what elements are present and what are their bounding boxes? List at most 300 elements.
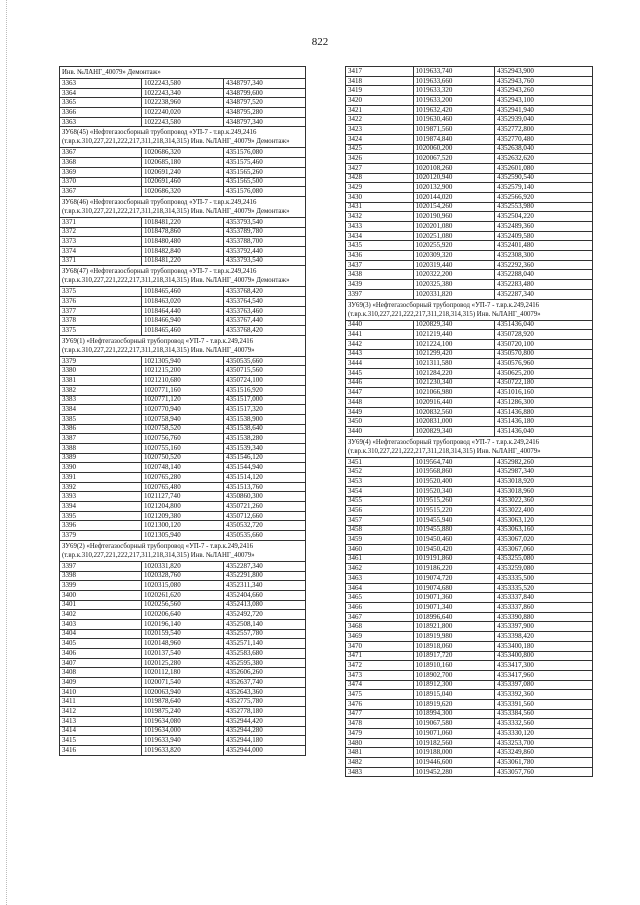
x-coordinate-cell: 1018481,220 [142, 256, 224, 266]
table-row [346, 719, 593, 729]
point-number-cell: 3438 [346, 270, 414, 280]
point-number-cell: 3440 [346, 320, 414, 330]
y-coordinate-cell: 4352308,300 [495, 251, 593, 261]
y-coordinate-cell: 4352943,100 [495, 96, 593, 106]
point-number-cell: 3449 [346, 407, 414, 417]
table-row [60, 687, 306, 697]
x-coordinate-cell: 1022243,580 [142, 79, 224, 89]
y-coordinate-cell: 4352590,540 [495, 173, 593, 183]
y-coordinate-cell: 4352944,420 [224, 716, 306, 726]
table-row [346, 748, 593, 758]
section-header-row [346, 436, 593, 457]
section-header-row [60, 67, 306, 79]
point-number-cell: 3371 [60, 256, 142, 266]
point-number-cell: 3377 [60, 306, 142, 316]
x-coordinate-cell: 1018465,460 [142, 326, 224, 336]
table-row [346, 359, 593, 369]
point-number-cell: 3433 [346, 222, 414, 232]
y-coordinate-cell: 4352287,340 [495, 289, 593, 299]
x-coordinate-cell: 1019182,560 [413, 738, 495, 748]
point-number-cell: 3468 [346, 622, 414, 632]
x-coordinate-cell: 1019874,840 [413, 134, 495, 144]
table-row [60, 571, 306, 581]
y-coordinate-cell: 4353337,860 [495, 603, 593, 613]
point-number-cell: 3453 [346, 477, 414, 487]
x-coordinate-cell: 1019074,720 [413, 574, 495, 584]
point-number-cell: 3456 [346, 506, 414, 516]
y-coordinate-cell: 4352943,260 [495, 86, 593, 96]
x-coordinate-cell: 1020206,640 [142, 610, 224, 620]
x-coordinate-cell: 1020148,960 [142, 639, 224, 649]
y-coordinate-cell: 4353400,180 [495, 641, 593, 651]
point-number-cell: 3365 [60, 98, 142, 108]
table-row [346, 506, 593, 516]
x-coordinate-cell: 1018464,440 [142, 306, 224, 316]
x-coordinate-cell: 1019186,220 [413, 564, 495, 574]
table-row [60, 356, 306, 366]
y-coordinate-cell: 4352492,720 [224, 610, 306, 620]
point-number-cell: 3375 [60, 326, 142, 336]
point-number-cell: 3445 [346, 368, 414, 378]
point-number-cell: 3463 [346, 574, 414, 584]
table-row [60, 453, 306, 463]
left-coordinates-table [59, 66, 306, 756]
x-coordinate-cell: 1018481,220 [142, 217, 224, 227]
x-coordinate-cell: 1020120,940 [413, 173, 495, 183]
point-number-cell: 3398 [60, 571, 142, 581]
table-row [346, 251, 593, 261]
point-number-cell: 3450 [346, 417, 414, 427]
table-row [60, 217, 306, 227]
y-coordinate-cell: 4352504,220 [495, 212, 593, 222]
point-number-cell: 3396 [60, 521, 142, 531]
table-row [346, 417, 593, 427]
y-coordinate-cell: 4352944,180 [224, 736, 306, 746]
table-row [346, 632, 593, 642]
table-row [346, 554, 593, 564]
point-number-cell: 3389 [60, 453, 142, 463]
x-coordinate-cell: 1019446,600 [413, 758, 495, 768]
x-coordinate-cell: 1018902,700 [413, 670, 495, 680]
table-row [346, 729, 593, 739]
y-coordinate-cell: 4350625,200 [495, 368, 593, 378]
x-coordinate-cell: 1020331,820 [142, 561, 224, 571]
x-coordinate-cell: 1020255,920 [413, 241, 495, 251]
point-number-cell: 3473 [346, 670, 414, 680]
x-coordinate-cell: 1019630,460 [413, 115, 495, 125]
x-coordinate-cell: 1020832,560 [413, 407, 495, 417]
x-coordinate-cell: 1021305,940 [142, 356, 224, 366]
point-number-cell: 3407 [60, 658, 142, 668]
table-row [346, 105, 593, 115]
y-coordinate-cell: 4350532,720 [224, 521, 306, 531]
x-coordinate-cell: 1018478,860 [142, 227, 224, 237]
point-number-cell: 3390 [60, 463, 142, 473]
y-coordinate-cell: 4352508,140 [224, 619, 306, 629]
section-header-row [60, 196, 306, 217]
point-number-cell: 3429 [346, 183, 414, 193]
point-number-cell: 3446 [346, 378, 414, 388]
y-coordinate-cell: 4353417,300 [495, 661, 593, 671]
x-coordinate-cell: 1019067,580 [413, 719, 495, 729]
table-row [346, 477, 593, 487]
point-number-cell: 3382 [60, 385, 142, 395]
table-row [346, 339, 593, 349]
x-coordinate-cell: 1021209,380 [142, 511, 224, 521]
y-coordinate-cell: 4353763,460 [224, 306, 306, 316]
x-coordinate-cell: 1019520,340 [413, 486, 495, 496]
x-coordinate-cell: 1020756,760 [142, 434, 224, 444]
table-row [60, 726, 306, 736]
point-number-cell: 3448 [346, 398, 414, 408]
x-coordinate-cell: 1019191,860 [413, 554, 495, 564]
point-number-cell: 3477 [346, 709, 414, 719]
x-coordinate-cell: 1021300,120 [142, 521, 224, 531]
x-coordinate-cell: 1020831,000 [413, 417, 495, 427]
y-coordinate-cell: 4353018,920 [495, 477, 593, 487]
x-coordinate-cell: 1020154,260 [413, 202, 495, 212]
x-coordinate-cell: 1020758,940 [142, 414, 224, 424]
x-coordinate-cell: 1021215,200 [142, 366, 224, 376]
point-number-cell: 3397 [346, 289, 414, 299]
table-row [346, 330, 593, 340]
y-coordinate-cell: 4352982,260 [495, 457, 593, 467]
point-number-cell: 3423 [346, 125, 414, 135]
table-row [60, 678, 306, 688]
table-row [60, 619, 306, 629]
y-coordinate-cell: 4351575,460 [224, 158, 306, 168]
point-number-cell: 3441 [346, 330, 414, 340]
y-coordinate-cell: 4352606,260 [224, 668, 306, 678]
point-number-cell: 3405 [60, 639, 142, 649]
y-coordinate-cell: 4352941,940 [495, 105, 593, 115]
section-header-text: ЗУ69(4) «Нефтегазосборный трубопровод «УП-7 - т.вр.к.249,2416 (т.вр.к.310,227,221,222,217,311,218,314,315) Инв. №ЛАНГ_40079» [346, 436, 593, 457]
y-coordinate-cell: 4352637,740 [224, 678, 306, 688]
table-row [60, 649, 306, 659]
x-coordinate-cell: 1018917,720 [413, 651, 495, 661]
y-coordinate-cell: 4353397,080 [495, 680, 593, 690]
y-coordinate-cell: 4353249,860 [495, 748, 593, 758]
table-row [60, 502, 306, 512]
point-number-cell: 3482 [346, 758, 414, 768]
table-row [60, 177, 306, 187]
point-number-cell: 3451 [346, 457, 414, 467]
x-coordinate-cell: 1018921,800 [413, 622, 495, 632]
y-coordinate-cell: 4353335,500 [495, 574, 593, 584]
y-coordinate-cell: 4351565,260 [224, 167, 306, 177]
x-coordinate-cell: 1020144,020 [413, 192, 495, 202]
table-row [346, 622, 593, 632]
x-coordinate-cell: 1020067,520 [413, 154, 495, 164]
y-coordinate-cell: 4351517,000 [224, 395, 306, 405]
y-coordinate-cell: 4352944,280 [224, 726, 306, 736]
table-row [346, 173, 593, 183]
table-row [346, 280, 593, 290]
table-row [60, 473, 306, 483]
point-number-cell: 3402 [60, 610, 142, 620]
table-row [346, 398, 593, 408]
y-coordinate-cell: 4353063,120 [495, 515, 593, 525]
point-number-cell: 3480 [346, 738, 414, 748]
table-row [60, 745, 306, 755]
x-coordinate-cell: 1020758,520 [142, 424, 224, 434]
table-row [60, 736, 306, 746]
point-number-cell: 3443 [346, 349, 414, 359]
point-number-cell: 3460 [346, 544, 414, 554]
point-number-cell: 3467 [346, 612, 414, 622]
x-coordinate-cell: 1022243,340 [142, 88, 224, 98]
table-row [60, 405, 306, 415]
x-coordinate-cell: 1021219,440 [413, 330, 495, 340]
x-coordinate-cell: 1018466,940 [142, 316, 224, 326]
x-coordinate-cell: 1021066,980 [413, 388, 495, 398]
point-number-cell: 3472 [346, 661, 414, 671]
point-number-cell: 3466 [346, 603, 414, 613]
x-coordinate-cell: 1018910,160 [413, 661, 495, 671]
x-coordinate-cell: 1019455,880 [413, 525, 495, 535]
x-coordinate-cell: 1021204,800 [142, 502, 224, 512]
x-coordinate-cell: 1019455,940 [413, 515, 495, 525]
y-coordinate-cell: 4352638,040 [495, 144, 593, 154]
point-number-cell: 3470 [346, 641, 414, 651]
y-coordinate-cell: 4353793,540 [224, 256, 306, 266]
point-number-cell: 3363 [60, 117, 142, 127]
y-coordinate-cell: 4350860,300 [224, 492, 306, 502]
point-number-cell: 3374 [60, 246, 142, 256]
point-number-cell: 3421 [346, 105, 414, 115]
table-row [346, 134, 593, 144]
y-coordinate-cell: 4352775,780 [224, 697, 306, 707]
y-coordinate-cell: 4353022,400 [495, 506, 593, 516]
point-number-cell: 3380 [60, 366, 142, 376]
y-coordinate-cell: 4352287,340 [224, 561, 306, 571]
point-number-cell: 3381 [60, 376, 142, 386]
table-row [60, 246, 306, 256]
x-coordinate-cell: 1019452,280 [413, 767, 495, 777]
y-coordinate-cell: 4351436,040 [495, 427, 593, 437]
table-row [60, 167, 306, 177]
point-number-cell: 3444 [346, 359, 414, 369]
table-row [60, 395, 306, 405]
point-number-cell: 3447 [346, 388, 414, 398]
point-number-cell: 3406 [60, 649, 142, 659]
point-number-cell: 3424 [346, 134, 414, 144]
table-row [60, 366, 306, 376]
y-coordinate-cell: 4351539,340 [224, 443, 306, 453]
point-number-cell: 3435 [346, 241, 414, 251]
y-coordinate-cell: 4353764,540 [224, 297, 306, 307]
y-coordinate-cell: 4353255,080 [495, 554, 593, 564]
point-number-cell: 3409 [60, 678, 142, 688]
x-coordinate-cell: 1021284,220 [413, 368, 495, 378]
y-coordinate-cell: 4353067,020 [495, 535, 593, 545]
point-number-cell: 3369 [60, 167, 142, 177]
y-coordinate-cell: 4352643,360 [224, 687, 306, 697]
point-number-cell: 3367 [60, 148, 142, 158]
y-coordinate-cell: 4353392,360 [495, 690, 593, 700]
y-coordinate-cell: 4351517,320 [224, 405, 306, 415]
y-coordinate-cell: 4351565,500 [224, 177, 306, 187]
scan-margin-edge [6, 0, 10, 905]
y-coordinate-cell: 4348797,520 [224, 98, 306, 108]
point-number-cell: 3437 [346, 260, 414, 270]
table-row [60, 376, 306, 386]
y-coordinate-cell: 4353417,960 [495, 670, 593, 680]
y-coordinate-cell: 4350728,920 [495, 330, 593, 340]
y-coordinate-cell: 4353335,520 [495, 583, 593, 593]
y-coordinate-cell: 4353398,420 [495, 632, 593, 642]
point-number-cell: 3436 [346, 251, 414, 261]
point-number-cell: 3471 [346, 651, 414, 661]
x-coordinate-cell: 1019450,420 [413, 544, 495, 554]
table-row [60, 492, 306, 502]
section-header-text: ЗУ69(1) «Нефтегазосборный трубопровод «УП-7 - т.вр.к.249,2416 (т.вр.к.310,227,221,222,217,311,218,314,315) Инв. №ЛАНГ_40079» [60, 335, 306, 356]
table-row [346, 67, 593, 77]
x-coordinate-cell: 1020328,760 [142, 571, 224, 581]
x-coordinate-cell: 1019188,000 [413, 748, 495, 758]
x-coordinate-cell: 1019633,940 [142, 736, 224, 746]
table-row [60, 716, 306, 726]
y-coordinate-cell: 4350570,800 [495, 349, 593, 359]
section-header-text: ЗУ68(46) «Нефтегазосборный трубопровод «УП-7 - т.вр.к.249,2416 (т.вр.к.310,227,221,222,217,311,218,314,315) Инв. №ЛАНГ_40079» Демонтаж» [60, 196, 306, 217]
table-row [346, 260, 593, 270]
point-number-cell: 3412 [60, 707, 142, 717]
x-coordinate-cell: 1020765,480 [142, 482, 224, 492]
point-number-cell: 3416 [60, 745, 142, 755]
table-row [346, 125, 593, 135]
point-number-cell: 3431 [346, 202, 414, 212]
point-number-cell: 3391 [60, 473, 142, 483]
y-coordinate-cell: 4353768,420 [224, 326, 306, 336]
point-number-cell: 3372 [60, 227, 142, 237]
table-row [346, 202, 593, 212]
table-row [60, 148, 306, 158]
x-coordinate-cell: 1020190,960 [413, 212, 495, 222]
table-row [346, 535, 593, 545]
x-coordinate-cell: 1018994,300 [413, 709, 495, 719]
point-number-cell: 3387 [60, 434, 142, 444]
point-number-cell: 3481 [346, 748, 414, 758]
y-coordinate-cell: 4351436,180 [495, 417, 593, 427]
page-number: 822 [311, 36, 329, 48]
point-number-cell: 3478 [346, 719, 414, 729]
y-coordinate-cell: 4352571,140 [224, 639, 306, 649]
x-coordinate-cell: 1020750,520 [142, 453, 224, 463]
point-number-cell: 3427 [346, 163, 414, 173]
table-row [60, 610, 306, 620]
table-row [346, 593, 593, 603]
y-coordinate-cell: 4353330,120 [495, 729, 593, 739]
y-coordinate-cell: 4353384,560 [495, 709, 593, 719]
y-coordinate-cell: 4350721,260 [224, 502, 306, 512]
point-number-cell: 3459 [346, 535, 414, 545]
point-number-cell: 3439 [346, 280, 414, 290]
table-row [346, 525, 593, 535]
y-coordinate-cell: 4353397,900 [495, 622, 593, 632]
table-row [60, 658, 306, 668]
table-row [60, 158, 306, 168]
y-coordinate-cell: 4351016,160 [495, 388, 593, 398]
point-number-cell: 3455 [346, 496, 414, 506]
x-coordinate-cell: 1020748,140 [142, 463, 224, 473]
y-coordinate-cell: 4352601,080 [495, 163, 593, 173]
x-coordinate-cell: 1019632,420 [413, 105, 495, 115]
table-row [60, 482, 306, 492]
point-number-cell: 3454 [346, 486, 414, 496]
point-number-cell: 3376 [60, 297, 142, 307]
point-number-cell: 3379 [60, 531, 142, 541]
y-coordinate-cell: 4352583,680 [224, 649, 306, 659]
x-coordinate-cell: 1020060,200 [413, 144, 495, 154]
table-row [60, 79, 306, 89]
x-coordinate-cell: 1019515,220 [413, 506, 495, 516]
section-header-text: ЗУ69(3) «Нефтегазосборный трубопровод «УП-7 - т.вр.к.249,2416 (т.вр.к.310,227,221,222,217,311,218,314,315) Инв. №ЛАНГ_40079» [346, 299, 593, 320]
point-number-cell: 3375 [60, 287, 142, 297]
y-coordinate-cell: 4348797,340 [224, 117, 306, 127]
point-number-cell: 3411 [60, 697, 142, 707]
x-coordinate-cell: 1019633,320 [413, 86, 495, 96]
x-coordinate-cell: 1020770,940 [142, 405, 224, 415]
x-coordinate-cell: 1020765,280 [142, 473, 224, 483]
table-row [60, 287, 306, 297]
y-coordinate-cell: 4351576,080 [224, 187, 306, 197]
table-row [60, 385, 306, 395]
point-number-cell: 3383 [60, 395, 142, 405]
x-coordinate-cell: 1020685,180 [142, 158, 224, 168]
y-coordinate-cell: 4353792,440 [224, 246, 306, 256]
y-coordinate-cell: 4353390,880 [495, 612, 593, 622]
x-coordinate-cell: 1019074,680 [413, 583, 495, 593]
table-row [60, 424, 306, 434]
point-number-cell: 3461 [346, 554, 414, 564]
y-coordinate-cell: 4353789,780 [224, 227, 306, 237]
table-row [346, 738, 593, 748]
point-number-cell: 3417 [346, 67, 414, 77]
y-coordinate-cell: 4352632,620 [495, 154, 593, 164]
x-coordinate-cell: 1019871,560 [413, 125, 495, 135]
point-number-cell: 3432 [346, 212, 414, 222]
table-row [60, 629, 306, 639]
table-row [60, 668, 306, 678]
y-coordinate-cell: 4352987,340 [495, 467, 593, 477]
x-coordinate-cell: 1020829,340 [413, 320, 495, 330]
x-coordinate-cell: 1020108,260 [413, 163, 495, 173]
point-number-cell: 3397 [60, 561, 142, 571]
y-coordinate-cell: 4352404,660 [224, 590, 306, 600]
x-coordinate-cell: 1019633,660 [413, 76, 495, 86]
section-header-text: ЗУ68(45) «Нефтегазосборный трубопровод «УП-7 - т.вр.к.249,2416 (т.вр.к.310,227,221,222,217,311,218,314,315) Инв. №ЛАНГ_40079» Демонтаж» [60, 127, 306, 148]
y-coordinate-cell: 4353253,700 [495, 738, 593, 748]
table-row [346, 407, 593, 417]
x-coordinate-cell: 1022240,020 [142, 108, 224, 118]
x-coordinate-cell: 1018919,980 [413, 632, 495, 642]
x-coordinate-cell: 1020201,080 [413, 222, 495, 232]
point-number-cell: 3395 [60, 511, 142, 521]
y-coordinate-cell: 4352566,920 [495, 192, 593, 202]
point-number-cell: 3370 [60, 177, 142, 187]
point-number-cell: 3404 [60, 629, 142, 639]
x-coordinate-cell: 1019450,460 [413, 535, 495, 545]
table-row [346, 651, 593, 661]
point-number-cell: 3442 [346, 339, 414, 349]
table-row [346, 515, 593, 525]
table-row [346, 270, 593, 280]
x-coordinate-cell: 1020686,320 [142, 187, 224, 197]
section-header-text: ЗУ69(2) «Нефтегазосборный трубопровод «УП-7 - т.вр.к.249,2416 (т.вр.к.310,227,221,222,217,311,218,314,315) Инв. №ЛАНГ_40079» [60, 540, 306, 561]
x-coordinate-cell: 1021305,940 [142, 531, 224, 541]
x-coordinate-cell: 1021224,100 [413, 339, 495, 349]
x-coordinate-cell: 1019878,640 [142, 697, 224, 707]
